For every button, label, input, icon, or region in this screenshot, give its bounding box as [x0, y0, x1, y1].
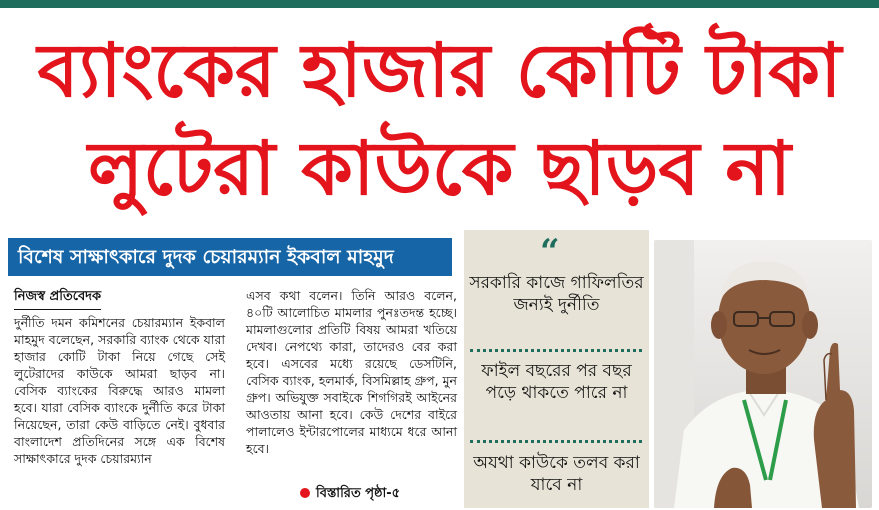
quote-item: সরকারি কাজে গাফিলতির জন্যই দুর্নীতি	[469, 273, 644, 315]
article-column-2: এসব কথা বলেন। তিনি আরও বলেন, ৪০টি আলোচিত মামলার পুনঃতদন্ত হচ্ছে। মামলাগুলোর প্রতিটি বিষয় আমরা খতিয়ে দেখব। নেপথ্যে কারা, তাদেরও বের করা হবে। এসবের মধ্যে রয়েছে ডেসটিনি, বেসিক ব্যাংক, হলমার্ক, বিসমিল্লাহ গ্রুপ, মুন গ্রুপ। অভিযুক্ত সবাইকে শিগগিরই আইনের আওতায় আনা হবে। কেউ দেশের বাইরে পালালেও ইন্টারপোলের মাধ্যমে ধরে আনা হবে।	[246, 288, 457, 456]
quote-divider	[470, 349, 642, 352]
headline	[0, 22, 879, 218]
quote-mark-icon: “	[540, 232, 560, 272]
top-accent-bar	[0, 0, 879, 8]
continued-label: বিস্তারিত পৃষ্ঠা-৫	[316, 486, 401, 501]
portrait-photo	[654, 240, 872, 508]
quote-item: ফাইল বছরের পর বছর পড়ে থাকতে পারে না	[481, 361, 632, 403]
quote-divider	[470, 440, 642, 443]
continued-reference	[300, 484, 400, 505]
subheadline: বিশেষ সাক্ষাৎকারে দুদক চেয়ারম্যান ইকবাল মাহমুদ	[8, 238, 452, 276]
bullet-icon	[300, 488, 310, 498]
quote-item: অযথা কাউকে তলব করা যাবে না	[473, 453, 640, 495]
byline: নিজস্ব প্রতিবেদক	[14, 287, 101, 310]
headline-line-1: ব্যাংকের হাজার কোটি টাকা	[37, 28, 842, 114]
headline-line-2: লুটেরা কাউকে ছাড়ব না	[88, 126, 791, 212]
article-column-1: দুর্নীতি দমন কমিশনের চেয়ারম্যান ইকবাল মাহমুদ বলেছেন, সরকারি ব্যাংক থেকে যারা হাজার কোটি টাকা নিয়ে গেছে সেই লুটেরাদের কাউকে আমরা ছাড়ব না। বেসিক ব্যাংকের বিরুদ্ধে আরও মামলা হবে। যারা বেসিক ব্যাংকে দুর্নীতি করে টাকা নিয়েছেন, তারা কেউ বাড়িতে নেই। বুধবার বাংলাদেশ প্রতিদিনের সঙ্গে এক বিশেষ সাক্ষাৎকারে দুদক চেয়ারম্যান	[14, 315, 225, 466]
